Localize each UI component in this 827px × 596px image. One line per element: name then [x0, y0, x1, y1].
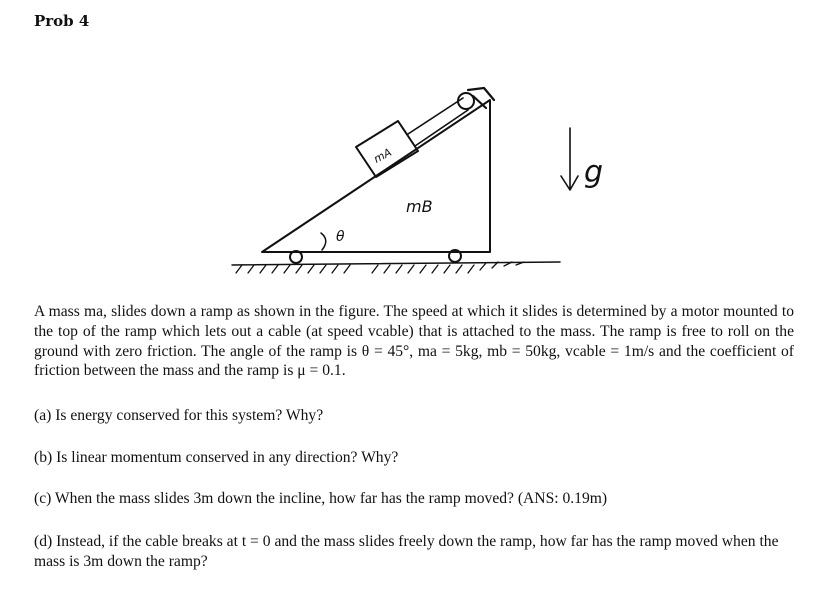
question-b: (b) Is linear momentum conserved in any direction? Why?: [34, 449, 399, 466]
problem-statement: A mass ma, slides down a ramp as shown in the figure. The speed at which it slides is determined by a motor mounted to the top of the ramp which lets out a cable (at speed vcable) that is attached to the mass. The ramp is free to roll on the ground with zero friction. The angle of the ramp is θ = 45°, ma = 5kg, mb = 50kg, vcable = 1m/s and the coefficient of friction between the mass and the ramp is μ = 0.1.: [34, 303, 794, 380]
question-c: (c) When the mass slides 3m down the incline, how far has the ramp moved? (ANS: 0.19m): [34, 490, 608, 507]
label-ma: mA: [371, 145, 394, 166]
question-a: (a) Is energy conserved for this system? Why?: [34, 407, 324, 424]
problem-title: Prob 4: [34, 12, 90, 30]
label-theta: θ: [336, 229, 345, 245]
label-g: g: [584, 155, 604, 190]
pulley-icon: [458, 93, 474, 109]
ramp-figure: [0, 0, 827, 290]
question-d: (d) Instead, if the cable breaks at t = 0 and the mass slides freely down the ramp, how far has the ramp moved when the mass is 3m down the ramp?: [34, 533, 779, 570]
gravity-arrow: [561, 128, 578, 190]
label-mb: mB: [406, 197, 433, 216]
angle-arc: [321, 233, 326, 250]
